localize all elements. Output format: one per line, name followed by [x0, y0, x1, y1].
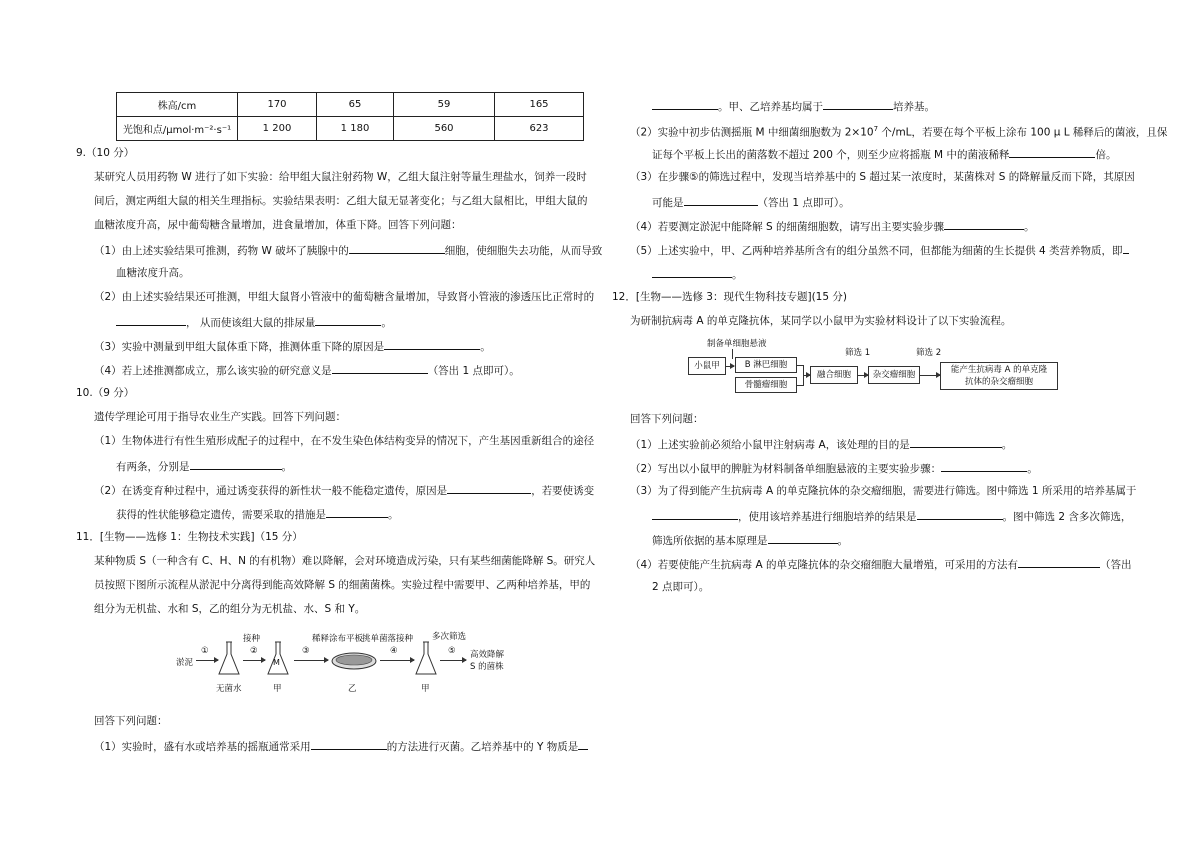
- q12-sub3-cont: [652, 532, 848, 548]
- answer-blank[interactable]: [652, 266, 732, 278]
- answer-blank[interactable]: [384, 338, 480, 350]
- q10-sub2-cont: [116, 506, 399, 522]
- q9-para: 血糖浓度升高，尿中葡萄糖含量增加，进食量增加，体重下降。回答下列问题：: [94, 219, 462, 231]
- q10-sub2-text: 。: [388, 509, 399, 521]
- q9-sub2-text: ， 从而使该组大鼠的排尿量: [186, 317, 316, 329]
- arrow: [858, 375, 868, 376]
- step-label: 稀释涂布平板: [312, 634, 364, 644]
- q11-sub1-text: （1）实验时，盛有水或培养基的摇瓶通常采用: [94, 741, 311, 753]
- table-cell: 1 200: [238, 117, 317, 141]
- answer-blank[interactable]: [116, 314, 186, 326]
- dish-label: 乙: [348, 684, 357, 694]
- arrow: [803, 375, 810, 376]
- b-cell-box: B 淋巴细胞: [735, 357, 797, 373]
- q9-sub2: （2）由上述实验结果还可推测，甲组大鼠肾小管液中的葡萄糖含量增加，导致肾小管液的渗透压比正常时的: [94, 291, 595, 303]
- q11-sub2-text: 证每个平板上长出的菌落数不超过 200 个，则至少应将摇瓶 M 中的菌液稀释: [652, 149, 1010, 161]
- arrow: [294, 660, 328, 661]
- answer-blank[interactable]: [1009, 146, 1095, 158]
- q12-sub1-text: （1）上述实验前必须给小鼠甲注射病毒 A，该处理的目的是: [630, 439, 910, 451]
- q12-sub4-cont: 2 点即可）。: [652, 581, 710, 593]
- myeloma-box: 骨髓瘤细胞: [735, 377, 797, 393]
- q12-sub1-text: 。: [1001, 439, 1013, 451]
- answer-blank[interactable]: [447, 482, 531, 494]
- result-text: 抗体的杂交瘤细胞: [964, 377, 1033, 387]
- flask-label: 甲: [273, 684, 282, 694]
- q12-sub3-cont: [652, 508, 1131, 524]
- q9-sub4: [94, 362, 520, 378]
- answer-blank[interactable]: [311, 738, 387, 750]
- fused-cell-box: 融合细胞: [810, 366, 858, 384]
- q10-sub2-text: ，若要使诱变: [531, 485, 595, 497]
- table-cell: 170: [238, 93, 317, 117]
- q9-sub3: [94, 338, 491, 354]
- q12-sub3-text: 。图中筛选 2 含多次筛选，: [1002, 511, 1132, 523]
- answer-blank[interactable]: [944, 218, 1024, 230]
- step-number: ②: [250, 646, 258, 656]
- answer-blank[interactable]: [652, 98, 718, 110]
- q10-sub2: [94, 482, 594, 498]
- q10-header: 10.（9 分）: [76, 387, 135, 399]
- q10-sub1: （1）生物体进行有性生殖形成配子的过程中，在不发生染色体结构变异的情况下，产生基因重新组合的途径: [94, 435, 595, 447]
- step-number: ④: [390, 646, 398, 656]
- q12-sub3-text: ，使用该培养基进行细胞培养的结果是: [738, 511, 917, 523]
- answer-blank[interactable]: [823, 98, 893, 110]
- q11-sub1: [94, 738, 588, 754]
- screen-label: 筛选 2: [916, 348, 942, 358]
- q11-sub3-text: （答出 1 点即可）。: [757, 197, 850, 209]
- step-number: ①: [201, 646, 209, 656]
- step-label: 接种: [243, 634, 261, 644]
- q12-ask: 回答下列问题：: [630, 413, 704, 425]
- q9-sub1-text: （1）由上述实验结果可推测，药物 W 破坏了胰腺中的: [94, 245, 349, 257]
- q12-sub4-text: （答出: [1100, 559, 1132, 571]
- q11-sub1-text: 培养基。: [893, 101, 935, 113]
- flask-label: 无菌水: [216, 684, 242, 694]
- arrow: [920, 375, 940, 376]
- q9-sub3-text: 。: [480, 341, 491, 353]
- table-row: [117, 117, 584, 141]
- flask-icon: [217, 640, 241, 678]
- answer-blank[interactable]: [326, 506, 388, 518]
- q11-sub2-text: 倍。: [1095, 149, 1117, 161]
- flask-label: 甲: [421, 684, 430, 694]
- q11-sub2-text: （2）实验中初步估测摇瓶 M 中细菌细胞数为 2×10: [630, 126, 874, 139]
- q11-sub2: [630, 122, 1167, 140]
- q12-sub2: [630, 460, 1038, 476]
- connector: [732, 349, 733, 359]
- q11-sub5-text: （5）上述实验中，甲、乙两种培养基所含有的组分虽然不同，但都能为细菌的生长提供 4 类营养物质，即: [630, 245, 1123, 257]
- q11-sub3-text: 可能是: [652, 197, 684, 209]
- q11-sub1-cont: [652, 98, 935, 114]
- table-cell: 光饱和点/μmol·m⁻²·s⁻¹: [117, 117, 238, 141]
- answer-blank[interactable]: [910, 436, 1002, 448]
- petri-dish-icon: [330, 650, 378, 672]
- arrow: [440, 660, 466, 661]
- q11-sub1-text: 。甲、乙培养基均属于: [718, 101, 823, 113]
- q9-sub4-text: （答出 1 点即可）。: [427, 365, 520, 377]
- answer-blank[interactable]: [315, 314, 381, 326]
- q11-sub5-cont: [652, 266, 743, 282]
- table-row: [117, 93, 584, 117]
- result-label: S 的菌株: [470, 662, 504, 672]
- q12-sub4: [630, 556, 1132, 572]
- q10-para: 遗传学理论可用于指导农业生产实践。回答下列问题：: [94, 411, 346, 423]
- result-box: [940, 362, 1058, 390]
- q11-sub2-cont: [652, 146, 1116, 162]
- q11-sub3: （3）在步骤⑤的筛选过程中，发现当培养基中的 S 超过某一浓度时，某菌株对 S 的降解量反而下降，其原因: [630, 171, 1135, 183]
- q12-sub3: （3）为了得到能产生抗病毒 A 的单克隆抗体的杂交瘤细胞，需要进行筛选。图中筛选 1 所采用的培养基属于: [630, 485, 1137, 497]
- q12-sub2-text: （2）写出以小鼠甲的脾脏为材料制备单细胞悬液的主要实验步骤：: [630, 463, 942, 475]
- q12-sub3-text: 筛选所依据的基本原理是: [652, 535, 768, 547]
- q9-header: 9.（10 分）: [76, 147, 135, 159]
- q9-sub1-cont: 血糖浓度升高。: [116, 267, 190, 279]
- mouse-box: 小鼠甲: [688, 357, 726, 375]
- table-cell: 1 180: [317, 117, 394, 141]
- result-text: 能产生抗病毒 A 的单克隆: [950, 365, 1048, 375]
- answer-blank[interactable]: [578, 738, 588, 750]
- q11-para: 组分为无机盐、水和 S，乙的组分为无机盐、水、S 和 Y。: [94, 603, 366, 615]
- q12-para: 为研制抗病毒 A 的单克隆抗体，某同学以小鼠甲为实验材料设计了以下实验流程。: [630, 315, 1012, 327]
- q12-sub1: [630, 436, 1012, 452]
- q11-sub3-cont: [652, 194, 850, 210]
- diagram-label: 制备单细胞悬液: [707, 339, 767, 349]
- result-label: 高效降解: [470, 650, 505, 660]
- answer-blank[interactable]: [684, 194, 758, 206]
- step-label: 挑单菌落接种: [362, 634, 414, 644]
- q11-sub4-text: （4）若要测定淤泥中能降解 S 的细菌细胞数，请写出主要实验步骤: [630, 221, 945, 233]
- step-number: ⑤: [448, 646, 456, 656]
- q11-sub4-text: 。: [1024, 221, 1035, 233]
- table-cell: 623: [495, 117, 584, 141]
- q9-sub3-text: （3）实验中测量到甲组大鼠体重下降，推测体重下降的原因是: [94, 341, 385, 353]
- hybridoma-box: 杂交瘤细胞: [868, 366, 920, 384]
- q9-sub2-text: 。: [381, 317, 392, 329]
- q10-sub2-text: 获得的性状能够稳定遗传，需要采取的措施是: [116, 509, 326, 521]
- screen-label: 筛选 1: [845, 348, 871, 358]
- arrow: [243, 660, 265, 661]
- step-label: 多次筛选: [432, 632, 467, 642]
- q9-para: 间后，测定两组大鼠的相关生理指标。实验结果表明：乙组大鼠无显著变化；与乙组大鼠相比，甲组大鼠的: [94, 195, 588, 207]
- q10-sub1-text: 有两条，分别是: [116, 461, 190, 473]
- arrow: [726, 366, 734, 367]
- flask-mark: M: [273, 658, 280, 667]
- q12-header: 12．[生物——选修 3：现代生物科技专题](15 分): [612, 291, 847, 303]
- data-table: [116, 92, 584, 141]
- q11-para: 某种物质 S（一种含有 C、H、N 的有机物）难以降解，会对环境造成污染，只有某些细菌能降解 S。研究人: [94, 555, 596, 567]
- table-cell: 165: [495, 93, 584, 117]
- answer-blank[interactable]: [917, 508, 1003, 520]
- arrow: [196, 660, 218, 661]
- answer-blank[interactable]: [190, 458, 282, 470]
- step-number: ③: [302, 646, 310, 656]
- q9-sub2-cont: [116, 314, 392, 330]
- exponent: 7: [873, 125, 879, 133]
- q11-sub5-text: 。: [732, 269, 743, 281]
- q10-sub1-text: 。: [281, 461, 292, 473]
- q12-sub3-text: 。: [837, 535, 848, 547]
- q11-ask: 回答下列问题：: [94, 715, 168, 727]
- answer-blank[interactable]: [768, 532, 838, 544]
- q11-para: 员按照下图所示流程从淤泥中分离得到能高效降解 S 的细菌菌株。实验过程中需要甲、乙两种培养基，甲的: [94, 579, 591, 591]
- mud-label: 淤泥: [176, 658, 194, 668]
- q9-sub1-text: 细胞，使细胞失去功能，从而导致: [444, 245, 603, 257]
- answer-blank[interactable]: [1123, 242, 1129, 254]
- table-cell: 株高/cm: [117, 93, 238, 117]
- q11-sub4: [630, 218, 1035, 234]
- answer-blank[interactable]: [332, 362, 428, 374]
- answer-blank[interactable]: [349, 242, 445, 254]
- q11-sub1-text: 的方法进行灭菌。乙培养基中的 Y 物质是: [386, 741, 579, 753]
- q10-sub1-cont: [116, 458, 292, 474]
- q9-sub1: [94, 242, 602, 258]
- table-cell: 65: [317, 93, 394, 117]
- q11-sub2-text: 个/mL，若要在每个平板上涂布 100 μ L 稀释后的菌液，且保: [878, 126, 1168, 139]
- answer-blank[interactable]: [941, 460, 1027, 472]
- q9-para: 某研究人员用药物 W 进行了如下实验：给甲组大鼠注射药物 W，乙组大鼠注射等量生理盐水，饲养一段时: [94, 171, 587, 183]
- arrow: [380, 660, 414, 661]
- q11-header: 11．[生物——选修 1：生物技术实践]（15 分）: [76, 531, 303, 543]
- q12-sub4-text: （4）若要使能产生抗病毒 A 的单克隆抗体的杂交瘤细胞大量增殖，可采用的方法有: [630, 559, 1019, 571]
- answer-blank[interactable]: [652, 508, 738, 520]
- q11-sub5: [630, 242, 1129, 258]
- flask-icon: [414, 640, 438, 678]
- q9-sub4-text: （4）若上述推测都成立，那么该实验的研究意义是: [94, 365, 332, 377]
- table-cell: 560: [394, 117, 495, 141]
- answer-blank[interactable]: [1018, 556, 1100, 568]
- q10-sub2-text: （2）在诱变育种过程中，通过诱变获得的新性状一般不能稳定遗传，原因是: [94, 485, 448, 497]
- q12-sub2-text: 。: [1027, 463, 1038, 475]
- table-cell: 59: [394, 93, 495, 117]
